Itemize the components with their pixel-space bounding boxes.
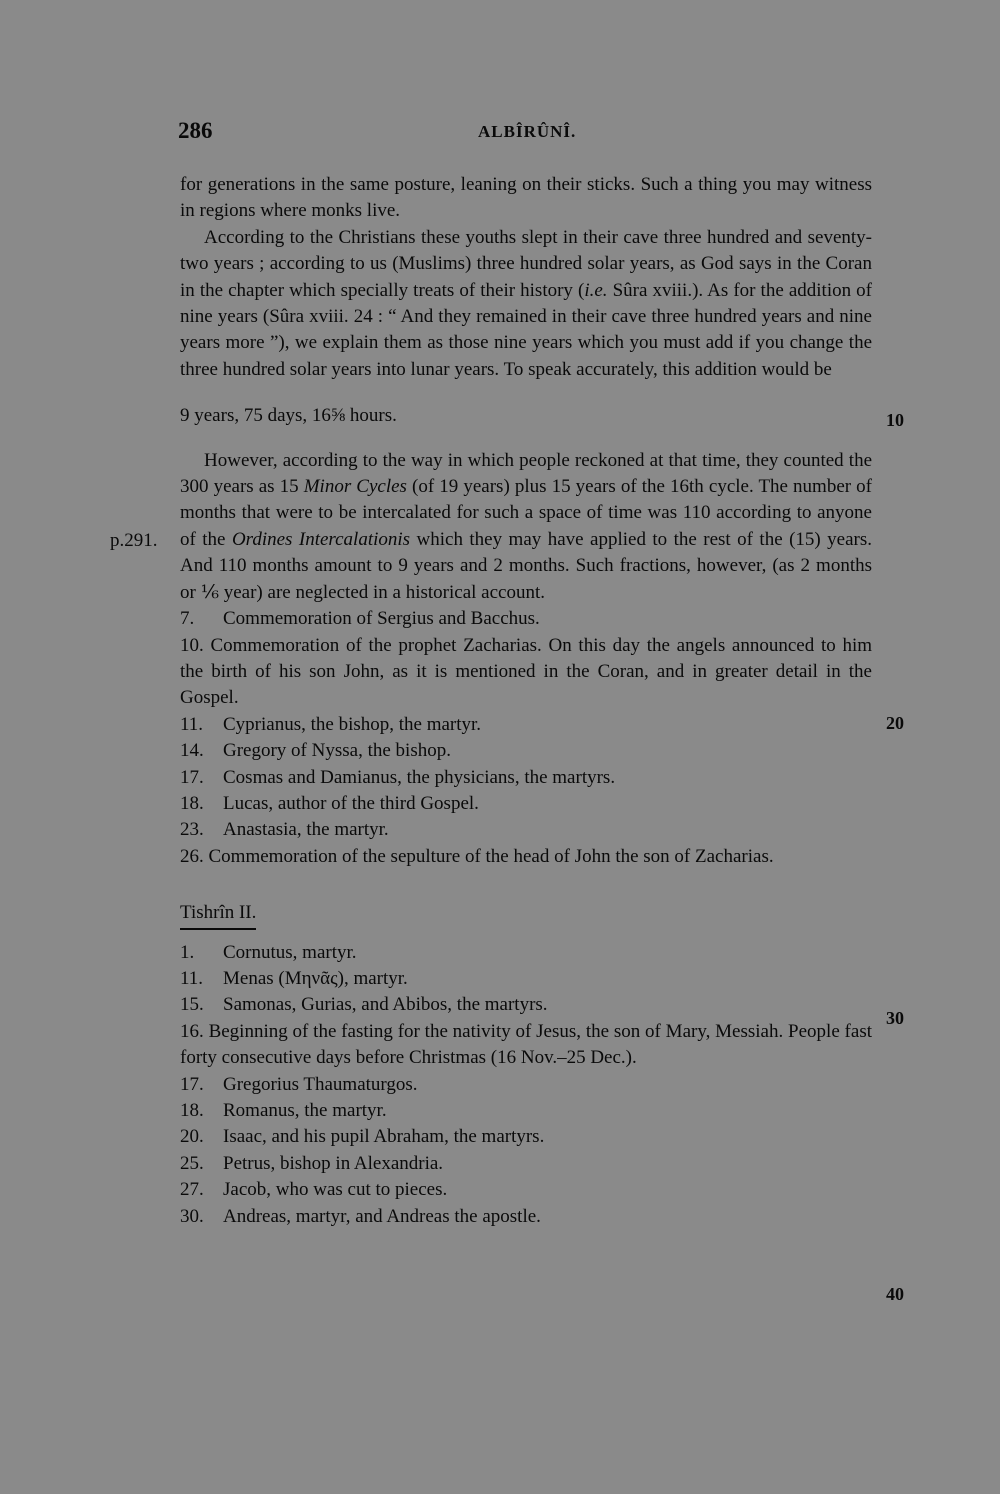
item-number: 27. [180,1179,204,1201]
ordines-term: Ordines Intercalationis [231,528,411,550]
item-number: 7. [180,608,195,630]
item-number: 11. [180,713,204,735]
list-item [180,1098,872,1124]
paragraph-1: for generations in the same posture, leaning on their sticks. Such a thing you may witness in regions where monks live. [180,174,872,222]
paragraph-2-part-a: According to the Christians these youths slept in their cave three hundred and seventy-two years ; according to us (Muslims) three hundred solar years, as God says in the Coran in the chapter which specially treats of their history ( [180,226,872,301]
item-number: 18. [180,1100,204,1121]
item-text: Commemoration of Sergius and Bacchus. [223,608,540,630]
item-text: Menas (Μηνᾶς), martyr. [223,967,408,989]
list-item [180,606,872,632]
list-item [180,1177,872,1203]
body-text [180,172,872,1230]
item-text: Romanus, the martyr. [223,1100,387,1121]
list-item [180,738,872,764]
list-item [180,765,872,791]
item-number: 20. [180,1126,204,1148]
item-number: 11. [180,967,204,989]
feast-list-tishrin-1 [180,606,872,870]
list-item [180,844,872,870]
item-text: Anastasia, the martyr. [223,819,389,841]
item-number: 25. [180,1152,204,1174]
section-title [180,900,872,929]
item-text: Gregory of Nyssa, the bishop. [223,740,451,762]
list-item [180,1204,872,1230]
item-text: Jacob, who was cut to pieces. [223,1179,448,1201]
paragraph-3-part-a: However, according to the way in which people reckoned at that time, they counted the 300 years as 15 [180,449,872,498]
item-number: 10. [180,634,204,656]
item-text: Lucas, author of the third Gospel. [223,792,479,814]
item-number: 14. [180,740,204,762]
item-number: 15. [180,994,204,1016]
item-number: 23. [180,819,204,841]
item-text: Gregorius Thaumaturgos. [223,1073,418,1095]
item-text: Beginning of the fasting for the nativity of Jesus, the son of Mary, Messiah. People fast forty consecutive days before Christmas (16 Nov.–25 Dec.). [180,1020,872,1069]
line-number-10: 10 [886,410,904,430]
list-item [180,791,872,817]
line-number-40: 40 [886,1284,904,1304]
page-number: 286 [178,118,213,143]
minor-cycles-term: Minor Cycles [303,476,407,498]
item-text: Cornutus, martyr. [223,941,357,963]
item-number: 17. [180,1073,204,1095]
item-text: Commemoration of the prophet Zacharias. On this day the angels announced to him the birth of his son John, as it is mentioned in the Coran, and in greater detail in the Gospel. [180,634,872,709]
paragraph-2-part-b: Sûra xviii.). As for the addition of nine years (Sûra xviii. 24 : “ And they remained in their cave three hundred years and nine years more ”), we explain them as those nine years which you must add if you change the three hundred solar years into lunar years. To speak accurately, this addition would be [180,279,872,380]
paragraph-3-part-c: which they may have applied to the rest of the (15) years. And 110 months amount to 9 years and 2 months. Such fractions, however, (as 2 months or ⅙ year) are neglected in a historical account. [180,528,873,603]
item-number: 26. [180,845,204,867]
feast-list-tishrin-2 [180,940,872,1230]
item-text: Isaac, and his pupil Abraham, the martyrs. [223,1126,545,1148]
list-item [180,712,872,738]
list-item [180,1151,872,1177]
list-item [180,940,872,966]
list-item [180,1072,872,1098]
paragraph-3-part-b: (of 19 years) plus 15 years of the 16th cycle. The number of months that were to be intercalated for such a space of time was 110 according to anyone of the [180,476,872,550]
section-title-text: Tishrîn II. [180,900,256,929]
item-number: 1. [180,941,195,963]
list-item [180,633,872,712]
item-text: Andreas, martyr, and Andreas the apostle. [223,1205,541,1227]
item-number: 18. [180,792,204,814]
item-number: 17. [180,766,204,788]
item-number: 30. [180,1205,204,1227]
page-reference: p.291. [110,530,158,551]
paragraph-2-ie: i.e. [584,279,608,301]
paragraph-2 [180,225,872,383]
item-text: Cyprianus, the bishop, the martyr. [223,713,482,735]
page-header [178,118,872,148]
line-number-30: 30 [886,1008,904,1028]
item-text: Cosmas and Damianus, the physicians, the martyrs. [223,766,616,788]
paragraph-3 [180,448,872,606]
list-item [180,1124,872,1150]
list-item [180,817,872,843]
item-text: Petrus, bishop in Alexandria. [223,1152,444,1174]
list-item [180,992,872,1018]
running-head: ALBÎRÛNÎ. [478,122,577,141]
list-item [180,1019,872,1072]
item-text: Commemoration of the sepulture of the head of John the son of Zacharias. [208,845,774,867]
item-number: 16. [180,1020,204,1042]
list-item [180,966,872,992]
line-number-20: 20 [886,713,904,733]
item-text: Samonas, Gurias, and Abibos, the martyrs. [223,994,548,1016]
equation-line: 9 years, 75 days, 16⅝ hours. [180,405,397,427]
